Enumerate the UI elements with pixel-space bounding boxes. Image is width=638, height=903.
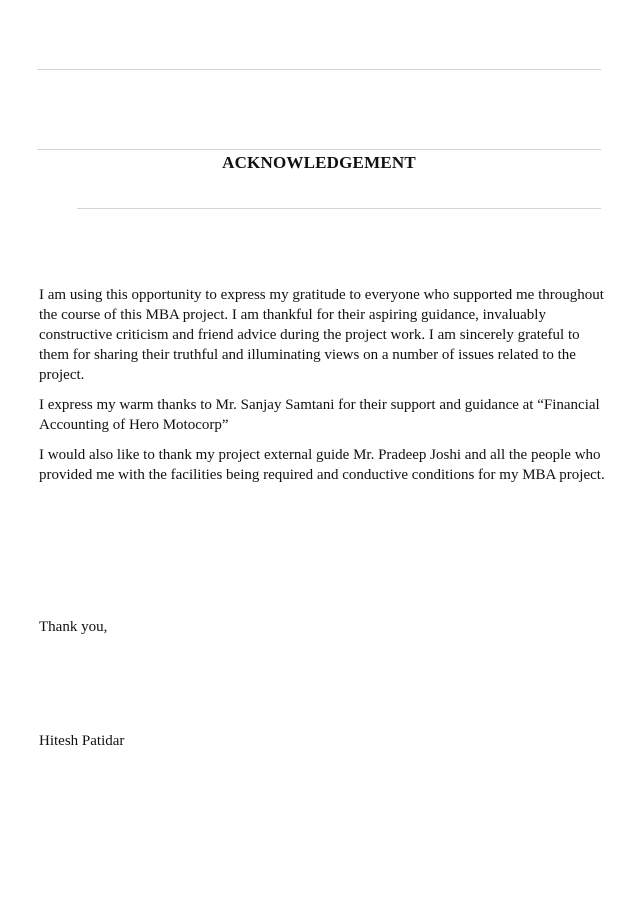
signature-name: Hitesh Patidar [39, 733, 125, 749]
paragraph-gratitude: I am using this opportunity to express my gratitude to everyone who supported me throughout the course of this MBA project. I am thankful for their aspiring guidance, invaluably constructive criticism and friend advice during the project work. I am sincerely grateful to them for sharing their truthful and illuminating views on a number of issues related to the project. [39, 287, 604, 383]
paragraph-thanks-guide: I would also like to thank my project external guide Mr. Pradeep Joshi and all the people who provided me with the facilities being required and conductive conditions for my MBA project. [39, 447, 605, 483]
paragraph-thanks-mentor: I express my warm thanks to Mr. Sanjay Samtani for their support and guidance at “Financial Accounting of Hero Motocorp” [39, 397, 600, 433]
page-title [0, 152, 638, 174]
closing-line: Thank you, [39, 619, 108, 635]
top-divider [37, 69, 601, 70]
title-top-divider [37, 149, 601, 150]
acknowledgement-body [39, 285, 605, 495]
title-bottom-divider [77, 208, 601, 209]
page-title-text: ACKNOWLEDGEMENT [222, 153, 416, 172]
